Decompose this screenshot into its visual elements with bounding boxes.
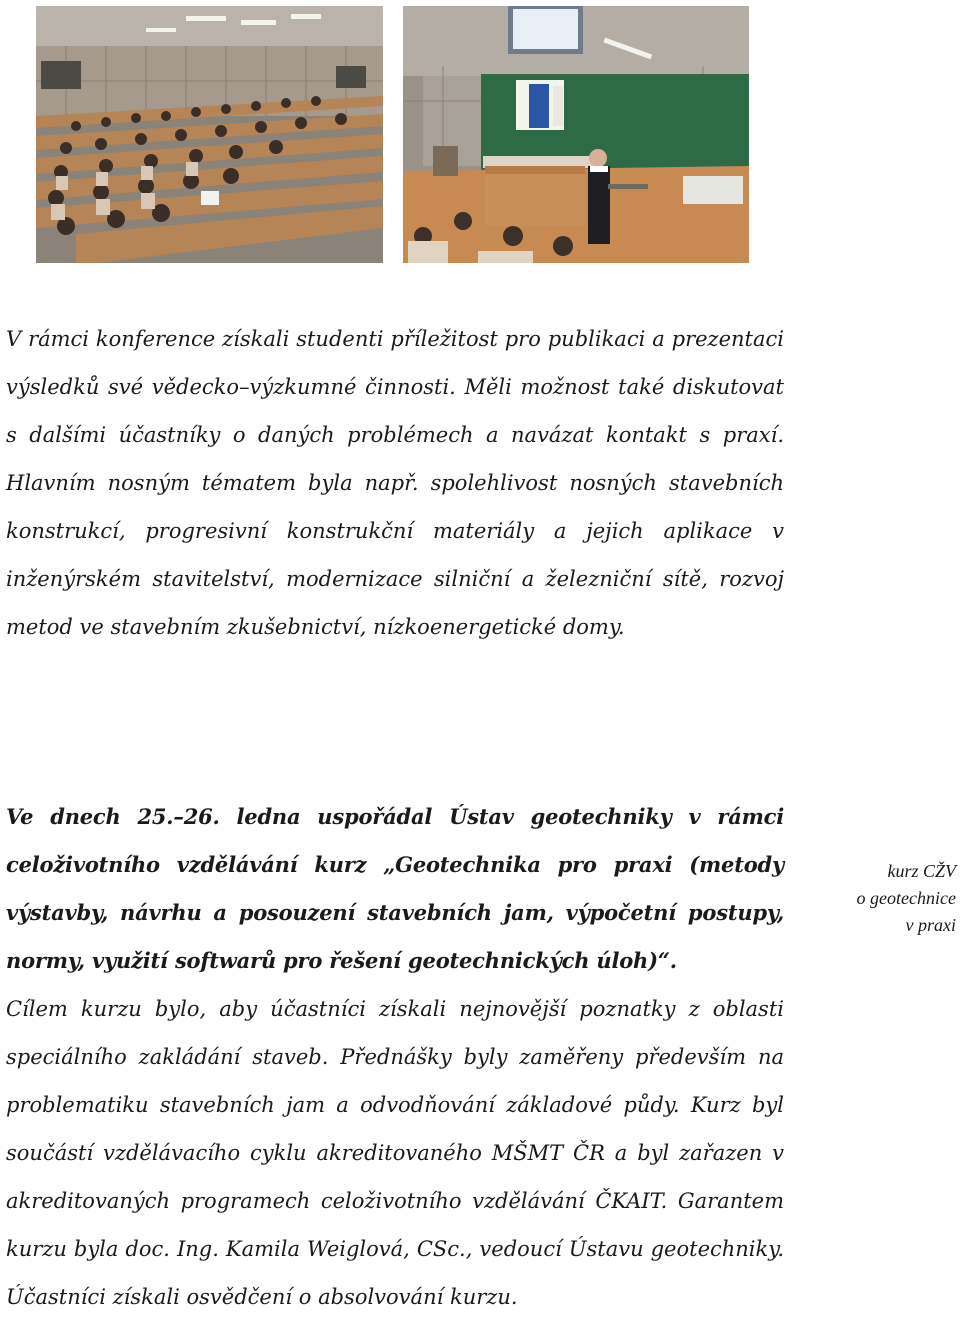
side-note (830, 858, 956, 939)
course-announcement-paragraph: Ve dnech 25.–26. ledna uspořádal Ústav geotechniky v rámci celoživotního vzdělávání kurz „Geotechnika pro praxi (metody výstavby, návrhu a posouzení stavebních jam, výpočetní postupy, normy, využití softwarů pro řešení geotechnických úloh)“. (6, 804, 784, 973)
side-note-line-2: o geotechnice (856, 888, 956, 908)
side-note-line-1: kurz CŽV (887, 861, 956, 881)
side-note-line-3: v praxi (905, 915, 956, 935)
speaker-at-podium-photo (403, 6, 749, 263)
conference-paragraph: V rámci konference získali studenti příležitost pro publikaci a prezentaci výsledků své vědecko–výzkumné činnosti. Měli možnost také diskutovat s dalšími účastníky o daných problémech a navázat kontakt s praxí. Hlavním nosným tématem byla např. spolehlivost nosných stavebních konstrukcí, progresivní konstrukční materiály a jejich aplikace v inženýrském stavitelství, modernizace silniční a železniční sítě, rozvoj metod ve stavebním zkušebnictví, nízkoenergetické domy. (6, 327, 784, 639)
lecture-hall-audience-photo (36, 6, 383, 263)
course-details-paragraph: Cílem kurzu bylo, aby účastníci získali nejnovější poznatky z oblasti speciálního zakládání staveb. Přednášky byly zaměřeny především na problematiku stavebních jam a odvodňování základové půdy. Kurz byl součástí vzdělávacího cyklu akreditovaného MŠMT ČR a byl zařazen v akreditovaných programech celoživotního vzdělávání ČKAIT. Garantem kurzu byla doc. Ing. Kamila Weiglová, CSc., vedoucí Ústavu geotechniky. Účastníci získali osvědčení o absolvování kurzu. (6, 997, 784, 1309)
